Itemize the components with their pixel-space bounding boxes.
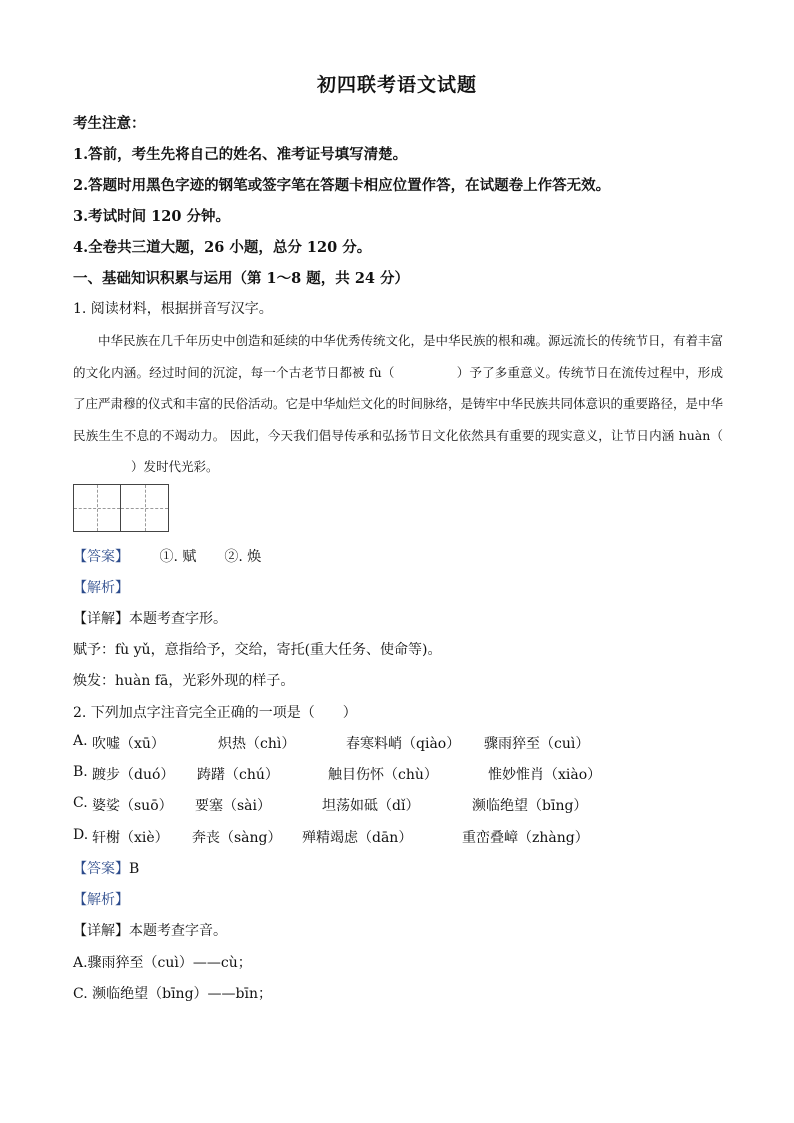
q2-detail [73, 920, 227, 940]
passage-part-c: ）发时代光彩。 [131, 459, 219, 474]
option-word: 要塞（sài） [195, 798, 272, 814]
option-word: 重峦叠嶂（zhàng） [462, 830, 589, 846]
passage-part-b: ）予了多重意义。传统节日在流传过程中，形成了庄严肃穆的仪式和丰富的民俗活动。它是中华灿烂文化的时间脉络，是铸牢中华民族共同体意识的重要路径，是中华民族生生不息的不竭动力。 因此，今天我们倡导传承和弘扬节日文化依然具有重要的现实意义，让节日内涵 huàn（ [73, 364, 724, 443]
notice-item-4: 4.全卷共三道大题，26 小题，总分 120 分。 [73, 239, 372, 256]
detail-tag: 【详解】 [73, 611, 129, 627]
q2-answer [73, 858, 139, 878]
q1-detail [73, 608, 227, 628]
grid-cell[interactable] [73, 484, 121, 532]
option-word: 吹嘘（xū） [92, 736, 165, 752]
detail-text: 本题考查字形。 [129, 611, 227, 627]
q1-note-1: 赋予：fù yǔ，意指给予，交给，寄托(重大任务、使命等)。 [73, 642, 442, 658]
option-word: 踌躇（chú） [197, 767, 279, 783]
option-word: 触目伤怀（chù） [328, 767, 438, 783]
option-word: 坦荡如砥（dǐ） [322, 798, 420, 814]
notice-item-2: 2.答题时用黑色字迹的钢笔或签字笔在答题卡相应位置作答，在试题卷上作答无效。 [73, 177, 611, 194]
option-word: 踱步（duó） [92, 767, 175, 783]
detail-tag: 【详解】 [73, 923, 129, 939]
option-label: B. [73, 764, 88, 780]
writing-grid [73, 484, 169, 532]
q2-analysis-tag: 【解析】 [73, 892, 129, 908]
notice-item-1: 1.答前，考生先将自己的姓名、准考证号填写清楚。 [73, 146, 408, 163]
option-word: 惟妙惟肖（xiào） [488, 767, 602, 783]
q1-analysis-tag: 【解析】 [73, 580, 129, 596]
option-word: 炽热（chì） [218, 736, 296, 752]
q2-stem: 2. 下列加点字注音完全正确的一项是（ ） [73, 705, 357, 721]
q2-fix-2: C. 濒临绝望（bīng）——bīn； [73, 986, 272, 1002]
option-label: A. [73, 733, 88, 749]
grid-cell[interactable] [121, 484, 169, 532]
option-word: 奔丧（sàng） [192, 830, 282, 846]
passage-part-a: 中华民族在几千年历史中创造和延续的中华优秀传统文化，是中华民族的根和魂。源远流长的传统节日，有着丰富的文化内涵。经过时间的沉淀，每一个古老节日都被 fù（ [73, 333, 724, 380]
answer-tag: 【答案】 [73, 549, 129, 565]
page-title: 初四联考语文试题 [316, 74, 477, 96]
q1-answer [73, 546, 261, 566]
q1-stem: 1. 阅读材料，根据拼音写汉字。 [73, 301, 273, 317]
option-word: 婆娑（suō） [92, 798, 173, 814]
q2-fix-1: A.骤雨猝至（cuì）——cù； [73, 955, 252, 971]
option-word: 轩榭（xiè） [92, 830, 169, 846]
notice-item-3: 3.考试时间 120 分钟。 [73, 208, 231, 225]
option-word: 骤雨猝至（cuì） [484, 736, 590, 752]
detail-text: 本题考查字音。 [129, 923, 227, 939]
option-word: 濒临绝望（bīng） [472, 798, 588, 814]
answer-text: B [129, 861, 140, 877]
option-word: 春寒料峭（qiào） [346, 736, 461, 752]
answer-tag: 【答案】 [73, 861, 129, 877]
option-label: D. [73, 827, 89, 843]
answer-text: ①. 赋 ②. 焕 [159, 549, 262, 565]
section-heading: 一、基础知识积累与运用（第 1～8 题，共 24 分） [73, 270, 410, 287]
option-word: 殚精竭虑（dān） [302, 830, 413, 846]
option-label: C. [73, 795, 88, 811]
q1-note-2: 焕发：huàn fā，光彩外现的样子。 [73, 673, 295, 689]
q1-passage [73, 325, 723, 483]
notice-heading: 考生注意： [73, 115, 146, 132]
